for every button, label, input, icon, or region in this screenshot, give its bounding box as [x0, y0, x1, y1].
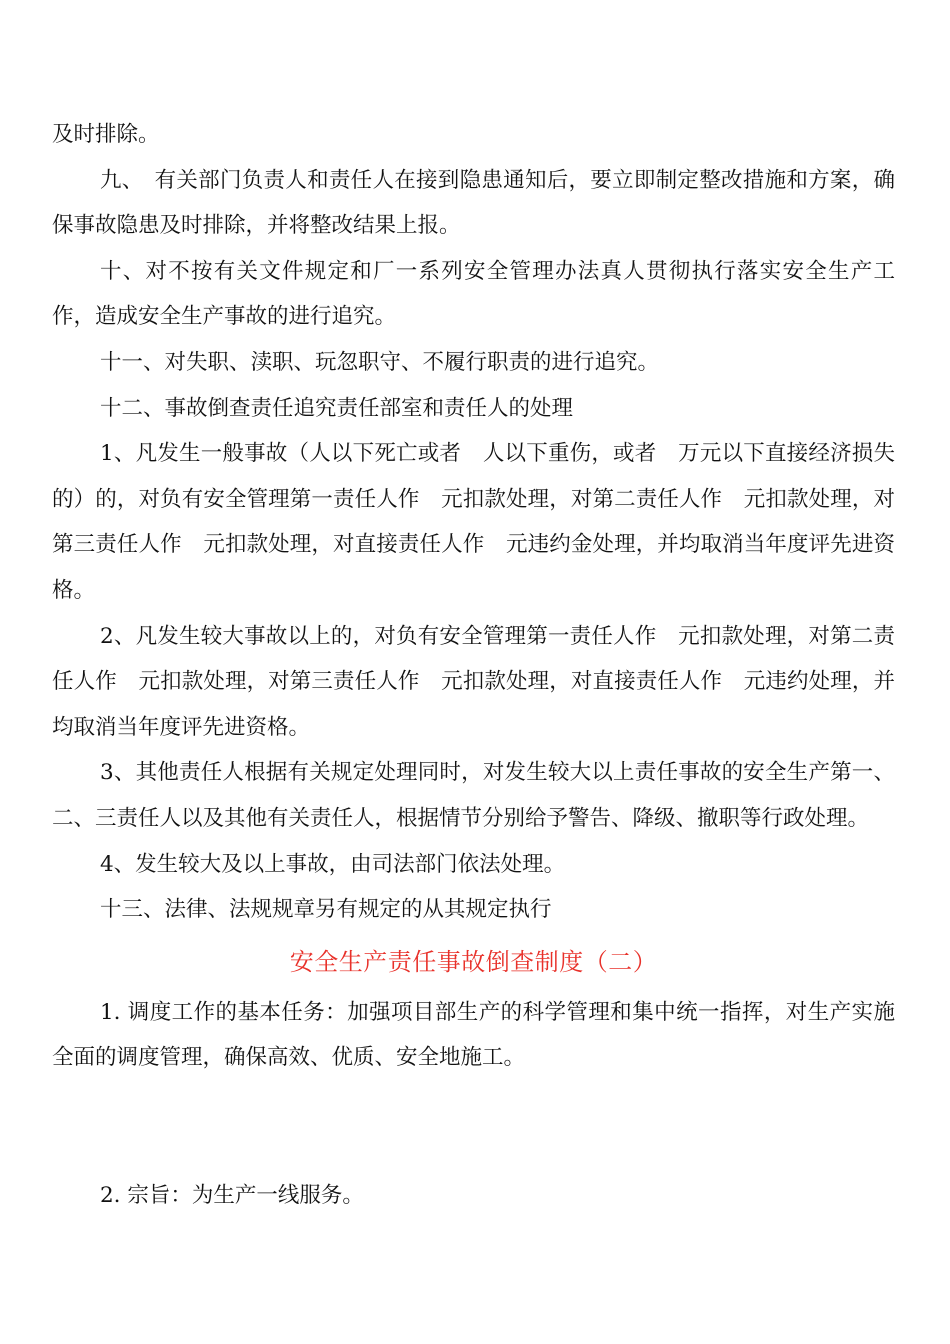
paragraph-item-12: 十二、事故倒查责任追究责任部室和责任人的处理: [100, 395, 574, 421]
document-page: [52, 112, 895, 1218]
paragraph-item-13: 十三、法律、法规规章另有规定的从其规定执行: [100, 897, 552, 923]
paragraph-item-11: 十一、对失职、渎职、玩忽职守、不履行职责的进行追究。: [100, 349, 660, 375]
blank-spacer: [52, 1081, 895, 1173]
paragraph-item-9: 九、 有关部门负责人和责任人在接到隐患通知后，要立即制定整改措施和方案，确保事故隐患及时排除，并将整改结果上报。: [52, 167, 895, 239]
paragraph-subitem-4: 4、发生较大及以上事故，由司法部门依法处理。: [100, 851, 566, 877]
paragraph-subitem-1: 1、凡发生一般事故（人以下死亡或者 人以下重伤，或者 万元以下直接经济损失的）的，对负有安全管理第一责任人作 元扣款处理，对第二责任人作 元扣款处理，对第三责任人作 元扣款处理，对直接责任人作 元违约金处理，并均取消当年度评先进资格。: [52, 441, 895, 603]
paragraph-item-10: 十、对不按有关文件规定和厂一系列安全管理办法真人贯彻执行落实安全生产工作，造成安全生产事故的进行追究。: [52, 258, 895, 330]
paragraph-subitem-3: 3、其他责任人根据有关规定处理同时，对发生较大以上责任事故的安全生产第一、二、三责任人以及其他有关责任人，根据情节分别给予警告、降级、撤职等行政处理。: [52, 760, 895, 831]
paragraph-continuation: 及时排除。: [52, 122, 160, 147]
paragraph-subitem-2: 2、凡发生较大事故以上的，对负有安全管理第一责任人作 元扣款处理，对第二责任人作 元扣款处理，对第三责任人作 元扣款处理，对直接责任人作 元违约处理，并均取消当年度评先进资格。: [52, 623, 895, 740]
paragraph-dispatch-task: 1. 调度工作的基本任务：加强项目部生产的科学管理和集中统一指挥，对生产实施全面的调度管理，确保高效、优质、安全地施工。: [52, 999, 895, 1071]
section-title: 安全生产责任事故倒查制度（二）: [289, 947, 658, 976]
paragraph-purpose: 2. 宗旨：为生产一线服务。: [100, 1182, 364, 1208]
